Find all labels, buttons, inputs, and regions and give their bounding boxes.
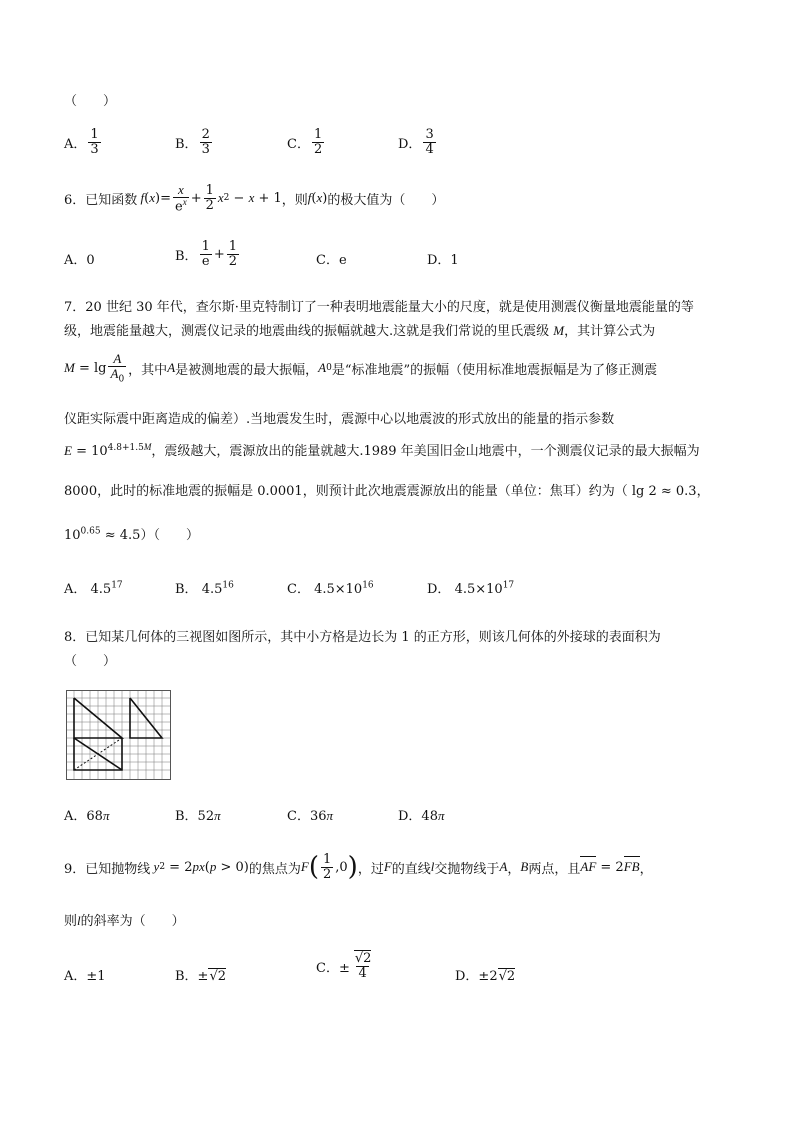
option-label: C． (287, 136, 310, 152)
q7-line-1: 7．20 世纪 30 年代，查尔斯·里克特制订了一种表明地震能量大小的尺度，就是使用测震仪衡量地震能量的等 (64, 300, 694, 315)
fraction: $\frac{A}{A_0}$ (110, 351, 125, 385)
q7-line-3: M = lg $\frac{A}{A_0}$ ，其中 A 是被测地震的最大振幅， A 0 是“标准地震”的振幅（使用标准地震振幅是为了修正测震 (64, 351, 658, 385)
fraction: $\frac{√2}{4}$ (354, 951, 372, 981)
three-view-figure (66, 690, 171, 780)
q7-line-7: $10^{0.65} \approx 4.5$）（ ） (64, 526, 199, 543)
q9-option-b[interactable]: B．±√2 (175, 969, 227, 984)
q9-option-d[interactable]: D．±2√2 (455, 969, 516, 984)
q7-line-5: $E = 10^{4.8+1.5M}$，震级越大，震源放出的能量就越大.1989 年美国旧金山地震中，一个测震仪记录的最大振幅为 (64, 441, 700, 459)
q6-stem: 6．已知函数 f ( x )= $\frac{x}{e^x}$ + $\frac{1}{2}$ x 2 − x + 1 ，则 f ( x ) 的极大值为（ ） (64, 182, 445, 214)
q9-option-c[interactable]: C．± $\frac{√2}{4}$ (316, 951, 372, 981)
q8-line-1: 8．已知某几何体的三视图如图所示，其中小方格是边长为 1 的正方形，则该几何体的外接球的表面积为 (64, 630, 661, 645)
q7-option-c[interactable]: C． $4.5\times 10^{16}$ (287, 580, 374, 597)
option-label: B． (175, 136, 198, 152)
fraction: $\frac{1}{2}$ (228, 239, 238, 269)
q8-option-d[interactable]: D．48π (398, 808, 445, 824)
fraction: $\frac{2}{3}$ (201, 127, 210, 157)
q9-option-a[interactable]: A．±1 (64, 969, 106, 984)
q7-line-6: 8000，此时的标准地震的振幅是 0.0001，则预计此次地震震源放出的能量（单位：焦耳）约为（ lg 2 ≈ 0.3， (64, 484, 710, 499)
q7-line-2: 级，地震能量越大，测震仪记录的地震曲线的振幅就越大.这就是我们常说的里氏震级 M，其计算公式为 (64, 323, 656, 339)
q5-paren: （ ） (64, 94, 117, 109)
q6-option-c[interactable]: C．e (316, 253, 347, 268)
q8-option-a[interactable]: A．68π (64, 808, 110, 824)
q7-line-4: 仪距实际震中距离造成的偏差）.当地震发生时，震源中心以地震波的形式放出的能量的指示参数 (64, 412, 615, 427)
fraction: $\frac{1}{2}$ (322, 851, 332, 882)
option-label: D． (398, 136, 422, 152)
q9-line-1: 9．已知抛物线 y 2 = 2 px ( p > 0) 的焦点为 F ( $\frac{1}{2}$ ,0 ) ，过 F 的直线 l 交抛物线于 A ， B 两点，且 AF = 2 FB ， (64, 851, 653, 882)
q5-option-a[interactable] (64, 128, 103, 156)
function-f-of-x: f (137, 190, 145, 206)
q6-option-b[interactable]: B． $\frac{1}{e}$ + $\frac{1}{2}$ (175, 239, 238, 269)
vector-AF: AF (580, 859, 597, 874)
q8-option-b[interactable]: B．52π (175, 808, 221, 824)
q8-line-2: （ ） (64, 654, 117, 669)
q7-option-b[interactable]: B． $4.5^{16}$ (175, 580, 234, 597)
q7-option-d[interactable]: D． $4.5\times 10^{17}$ (427, 580, 515, 597)
fraction: $\frac{1}{3}$ (90, 127, 99, 157)
fraction: $\frac{3}{4}$ (425, 127, 434, 157)
q9-line-2: 则l的斜率为（ ） (64, 913, 185, 929)
fraction: $\frac{1}{2}$ (313, 127, 323, 157)
vector-FB: FB (623, 859, 640, 874)
q5-option-b[interactable] (175, 128, 214, 156)
q7-option-a[interactable]: A． $4.5^{17}$ (64, 580, 123, 597)
q8-option-c[interactable]: C．36π (287, 808, 334, 824)
option-label: A． (64, 136, 87, 152)
q5-option-d[interactable] (398, 128, 438, 156)
q6-option-d[interactable]: D．1 (427, 253, 459, 268)
fraction: $\frac{1}{e}$ (201, 239, 210, 269)
fraction: $\frac{1}{2}$ (205, 183, 214, 213)
q6-option-a[interactable]: A．0 (64, 253, 95, 268)
q5-option-c[interactable] (287, 128, 326, 156)
fraction: $\frac{x}{e^x}$ (174, 182, 187, 214)
